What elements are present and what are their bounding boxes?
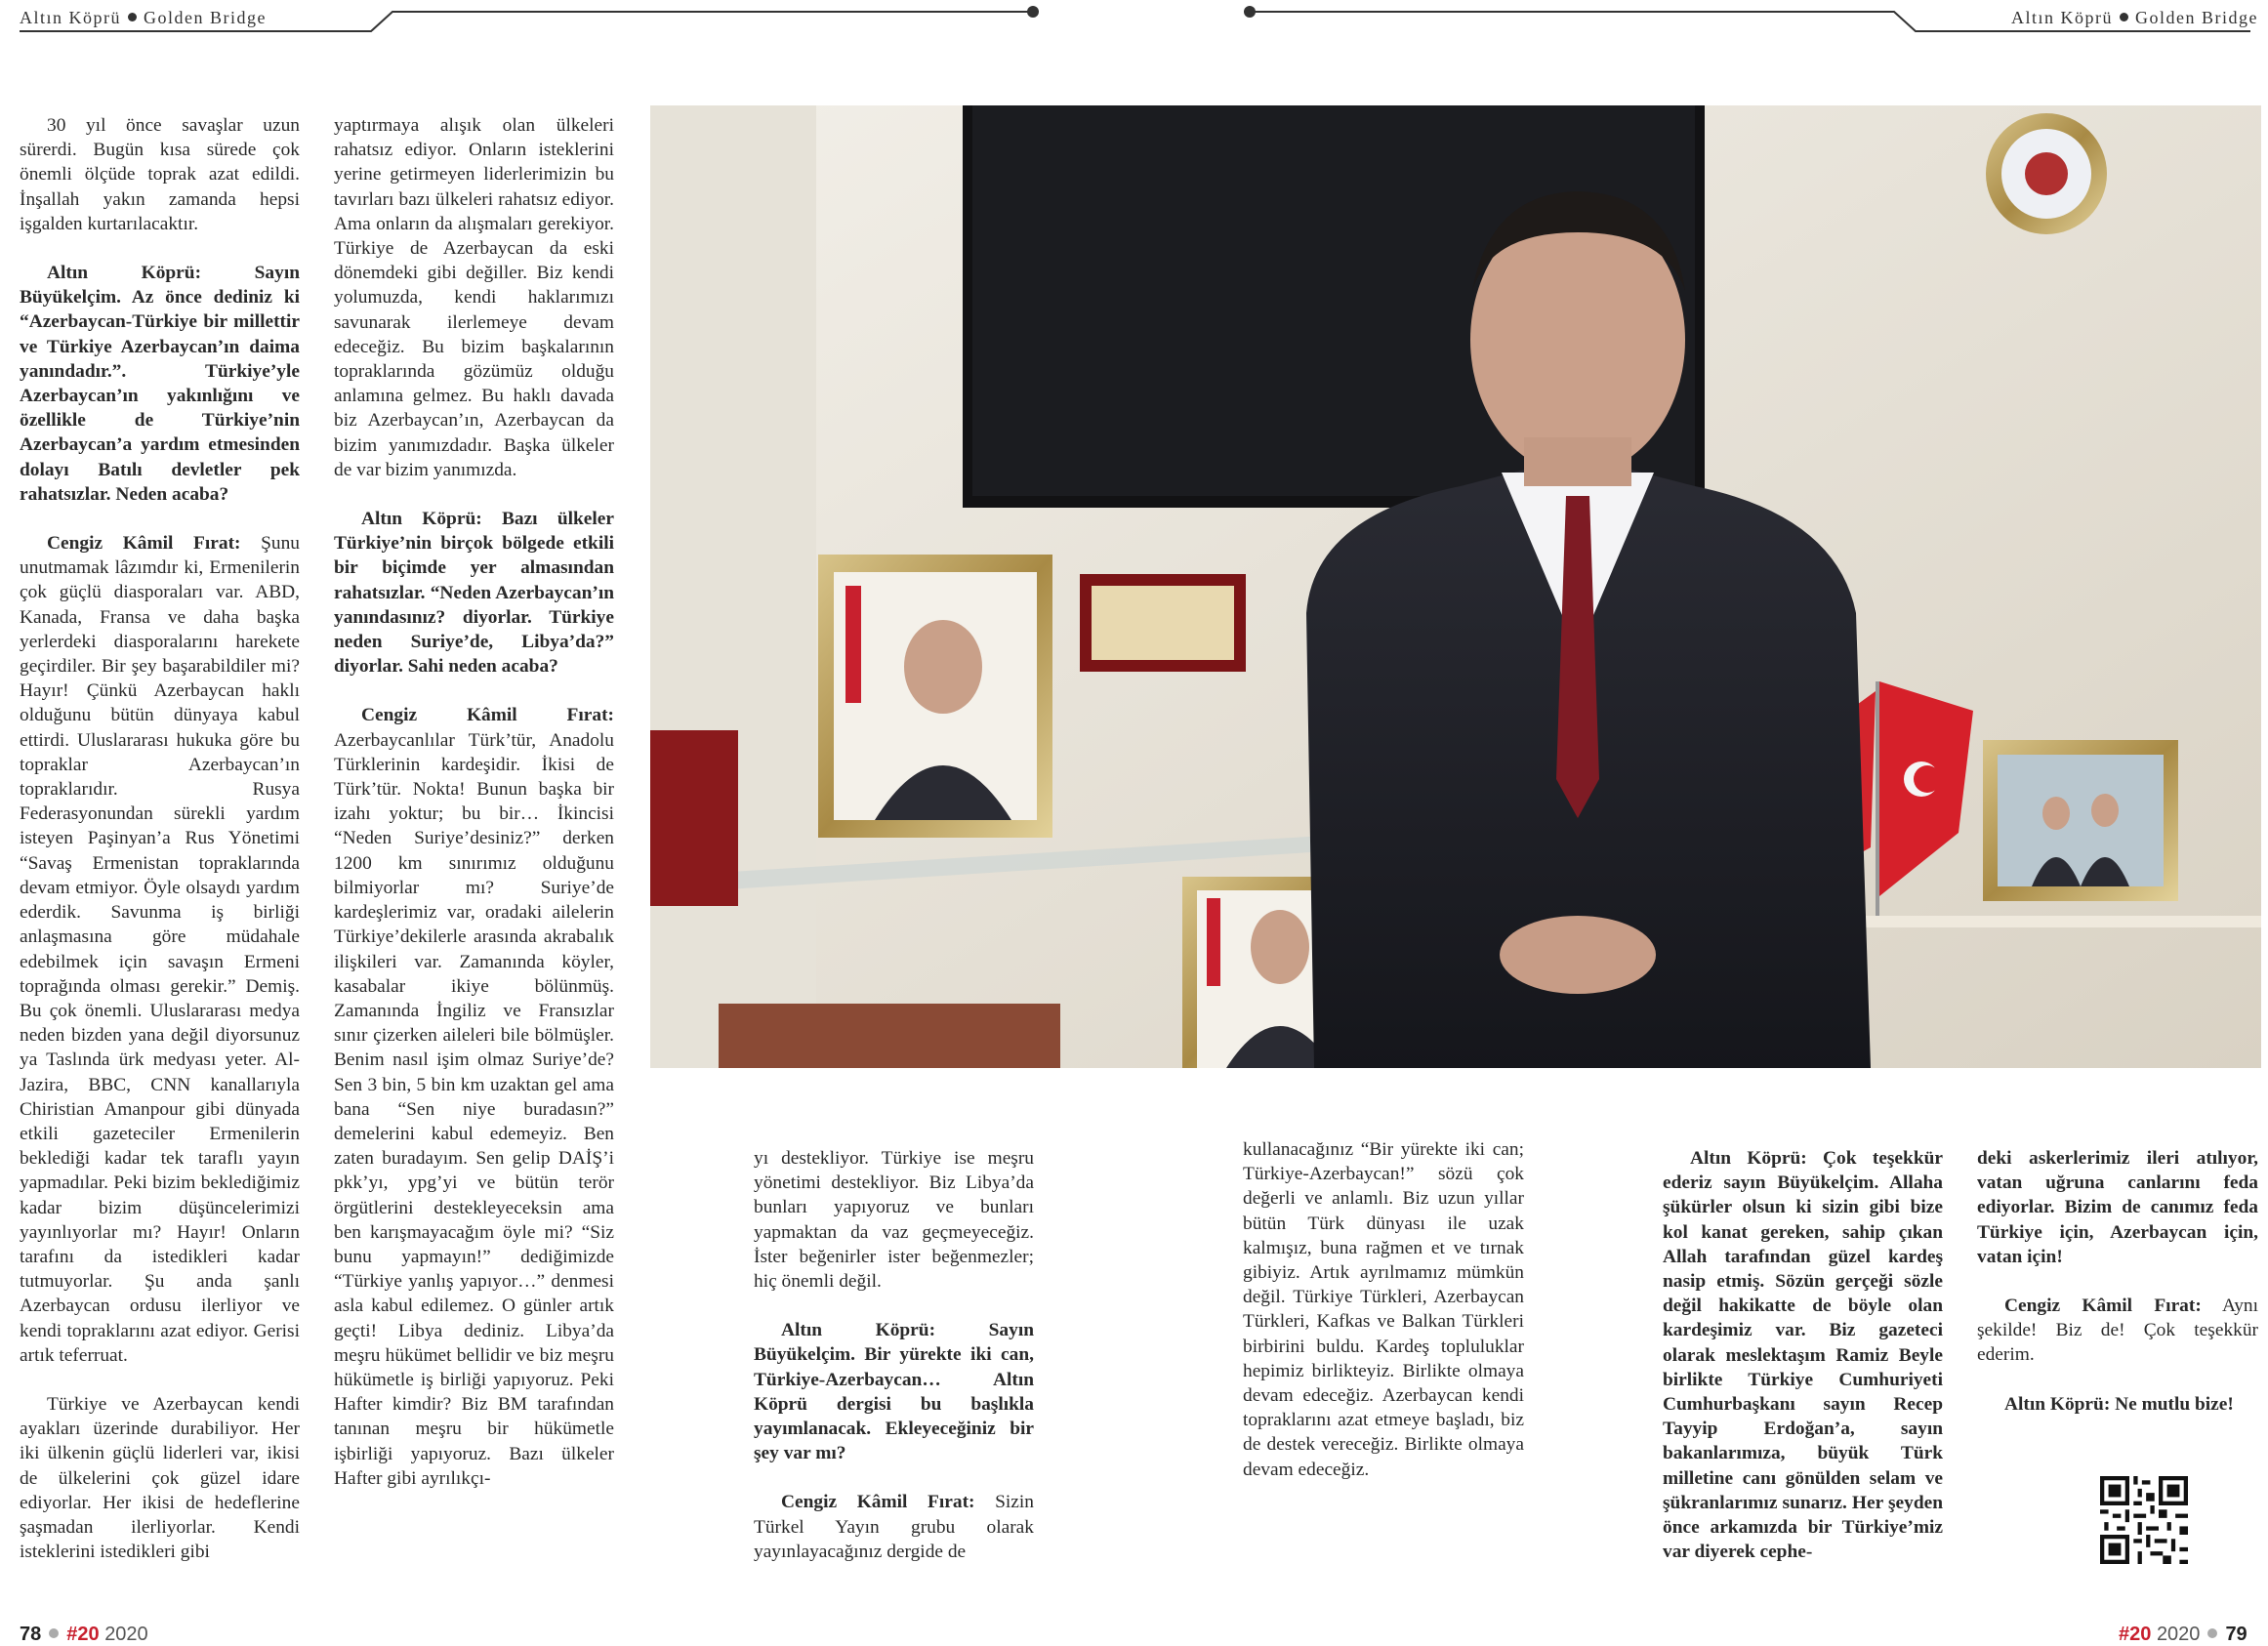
- issue-number: #20: [66, 1624, 100, 1645]
- answer-paragraph: [754, 1490, 1034, 1564]
- paragraph: yaptırmaya alışık olan ülkeleri rahatsız ediyor. Onların isteklerini yerine getirmeyen liderlerimizin bu tavırları bazı ülkeleri rahatsız ediyor. Ama onların da alışmaları gerekiyor. Türkiye de Azerbaycan da eski dönemdeki gibi değiller. Biz kendi yolumuzda, kendi haklarımızı savunarak ilerlemeye devam edeceğiz. Bu bizim başkalarının topraklarında gözümüz olduğu anlamına gelmez. Bu haklı davada biz Azerbaycan’ın, Azerbaycan da bizim yanımızdadır. Başka ülkeler de var bizim yanımızda.: [334, 115, 614, 480]
- text-column-4: [1243, 1137, 1524, 1482]
- header-right-title-en: Golden Bridge: [2135, 8, 2258, 27]
- header-left-title-en: Golden Bridge: [144, 8, 267, 27]
- paragraph: kullanacağınız “Bir yürekte iki can; Türkiye-Azerbaycan!” sözü çok değerli ve anlamlı. Biz uzun yıllar bütün Türk dünyası ile uzak kalmışız, buna rağmen et ve tırnak gibiyiz. Artık ayrılmamız mümkün değil. Türkiye Türkleri, Azerbaycan Türkleri, Kafkas ve Balkan Türkleri birbirini buldu. Kardeş topluluklar hepimiz birlikteyiz. Birlikte olmaya devam edeceğiz. Azerbaycan kendi topraklarını azat etmeye başladı, biz de destek vereceğiz. Birlikte olmaya devam edeceğiz.: [1243, 1139, 1524, 1480]
- question-paragraph: Altın Köprü: Bazı ülkeler Türkiye’nin birçok bölgede etkili bir biçimde yer almasından rahatsızlar. “Neden Azerbaycan’ın yanındasınız? diyorlar. Türkiye neden Suriye’de, Libya’da?” diyorlar. Sahi neden acaba?: [334, 509, 614, 678]
- qr-code-icon[interactable]: [2100, 1476, 2188, 1564]
- answer-paragraph: [20, 531, 300, 1368]
- answer-text: Aynı şekilde! Biz de! Çok teşekkür ederim.: [1977, 1296, 2259, 1366]
- text-column-3: [754, 1146, 1034, 1564]
- header-right-title-tr: Altın Köprü: [2011, 8, 2113, 27]
- text-column-2: [334, 113, 614, 1491]
- page-footer-right: [2119, 1624, 2247, 1646]
- question-paragraph: deki askerlerimiz ileri atılıyor, vatan uğruna canlarını feda ediyorlar. Bizim de canımız feda Türkiye için, Azerbaycan için, vatan için!: [1977, 1148, 2258, 1267]
- answer-text: Sizin Türkel Yayın grubu olarak yayınlayacağınız dergide de: [754, 1492, 1034, 1562]
- text-column-5: [1663, 1146, 1943, 1564]
- paragraph: Türkiye ve Azerbaycan kendi ayakları üzerinde durabiliyor. Her iki ülkenin güçlü liderleri var, ikisi de ülkelerini çok güzel idare ediyorlar. Her ikisi de hedeflerine şaşmadan ilerliyorlar. Kendi isteklerini istedikleri gibi: [20, 1393, 300, 1563]
- answer-text: Azerbaycanlılar Türk’tür, Anadolu Türklerinin kardeşidir. İkisi de Türk’tür. Nokta! Bunun başka bir izahı yoktur; bu bir… İkincisi “Neden Suriye’desiniz?” derken 1200 km sınırımız olduğunu bilmiyorlar mı? Suriye’de kardeşlerimiz var, oradaki ailelerin Türkiye’dekilerle arasında akrabalık ilişkileri var. Zamanında köyler, kasabalar ikiye bölünmüş. Zamanında İngiliz ve Fransızlar sınır çizerken aileleri bile bölmüşler. Benim nasıl işim olmaz Suriye’de? Sen 3 bin, 5 bin km uzaktan gel ama bana “Sen niye buradasın?” demelerini kabul edemeyiz. Ben zaten buradayım. Sen gelip DAİŞ’i pkk’yı, ypg’yi ve bütün terör örgütlerini destekleyeceksin ama ben karışmayacağım öyle mi? “Siz bunu yapmayın!” dediğimizde “Türkiye yanlış yapıyor…” denmesi asla kabul edilemez. O günler artık geçti! Libya dediniz. Libya’da meşru hükümet bellidir ve biz meşru hükümetle iş birliği yapıyoruz. Peki Hafter kimdir? Biz BM tarafından tanınan meşru bir hükümetle işbirliği yapıyoruz. Bazı ülkeler Hafter gibi ayrılıkçı-: [334, 729, 614, 1489]
- page-number: 79: [2225, 1624, 2247, 1645]
- bullet-icon: [2207, 1628, 2217, 1638]
- bullet-icon: [49, 1628, 59, 1638]
- text-column-1: [20, 113, 300, 1564]
- speaker-label: Cengiz Kâmil Fırat:: [47, 533, 241, 555]
- question-paragraph: Altın Köprü: Sayın Büyükelçim. Az önce dediniz ki “Azerbaycan-Türkiye bir millettir ve Türkiye Azerbaycan’ın daima yanındadır.”. Türkiye’yle Azerbaycan’ın yakınlığını ve özellikle de Türkiye’nin Azerbaycan’a yardım etmesinden dolayı Batılı devletler pek rahatsızlar. Neden acaba?: [20, 263, 300, 505]
- speaker-label: Cengiz Kâmil Fırat:: [2004, 1296, 2202, 1317]
- speaker-label: Cengiz Kâmil Fırat:: [361, 705, 614, 726]
- answer-paragraph: [1977, 1294, 2258, 1368]
- issue-year: 2020: [2156, 1624, 2201, 1645]
- paragraph: 30 yıl önce savaşlar uzun sürerdi. Bugün kısa sürede çok önemli ölçüde toprak azat edildi. İnşallah yakın zamanda hepsi işgalden kurtarılacaktır.: [20, 115, 300, 234]
- page-number: 78: [20, 1624, 42, 1645]
- issue-number: #20: [2119, 1624, 2152, 1645]
- closing-paragraph: Altın Köprü: Ne mutlu bize!: [2004, 1393, 2234, 1415]
- paragraph: yı destekliyor. Türkiye ise meşru yönetimi destekliyor. Biz Libya’da bunları yapıyoruz ve bunları yapmaktan da vaz geçmeyeceğiz. İster beğenirler ister beğenmezler; hiç önemli değil.: [754, 1148, 1034, 1293]
- text-column-6: [1977, 1146, 2258, 1417]
- header-rule: [0, 0, 2268, 49]
- photo-illustration: [650, 105, 2261, 1068]
- speaker-label: Cengiz Kâmil Fırat:: [781, 1492, 975, 1513]
- answer-text: Şunu unutmamak lâzımdır ki, Ermenilerin çok güçlü diasporaları var. ABD, Kanada, Fransa ve daha başka yerlerdeki diasporalarını harekete geçirdiler. Bir şey başarabildiler mi? Hayır! Çünkü Azerbaycan haklı olduğunu bütün dünyaya kabul ettirdi. Uluslararası hukuka göre bu topraklar Azerbaycan’ın topraklarıdır. Rusya Federasyonundan sürekli yardım isteyen Paşinyan’a Rus Yönetimi “Savaş Ermenistan topraklarında devam etmiyor. Öyle olsaydı yardım ederdik. Savunma iş birliği anlaşmasına göre müdahale edebilmek için savaşın Ermeni toprağında olması gerekir.” Demiş. Bu çok önemli. Uluslararası medya neden bizden yana değil diyorsunuz ya Taslında ürk medyası yeter. Al-Jazira, BBC, CNN kanallarıyla Chiristian Amanpour gibi dünyada etkili gazeteciler Ermenilerin beklediği kadar tek taraflı yayın yapmadılar. Peki bizim beklediğimiz kadar bizim düşüncelerimizi yayınlıyorlar mı? Hayır! Onların tarafını da istedikleri kadar tutmuyorlar. Şu anda şanlı Azerbaycan ordusu ilerliyor ve kendi topraklarını azat ediyor. Gerisi artık teferruat.: [20, 533, 300, 1366]
- issue-year: 2020: [104, 1624, 148, 1645]
- page-footer-left: [20, 1624, 148, 1646]
- header-left-title-tr: Altın Köprü: [20, 8, 121, 27]
- question-paragraph: Altın Köprü: Sayın Büyükelçim. Bir yürekte iki can, Türkiye-Azerbaycan… Altın Köprü dergisi bu başlıkla yayımlanacak. Ekleyeceğiniz bir şey var mı?: [754, 1320, 1034, 1464]
- question-paragraph: Altın Köprü: Çok teşekkür ederiz sayın Büyükelçim. Allaha şükürler olsun ki sizin gibi bize kol kanat gereken, sahip çıkan Allah tarafından güzel kardeş nasip etmiş. Sözün gerçeği sözle değil hakikatte de böyle olan kardeşimiz var. Biz gazeteci olarak meslektaşım Ramiz Beyle birlikte Türkiye Cumhuriyeti Cumhurbaşkanı sayın Recep Tayyip Erdoğan’a, sayın bakanlarımıza, büyük Türk milletine canı gönülden selam ve şükranlarımız sunarız. Her şeyden önce arkamızda bir Türkiye’miz var diyerek cephe-: [1663, 1148, 1943, 1563]
- ambassador-photo: [650, 105, 2261, 1068]
- answer-paragraph: [334, 703, 614, 1491]
